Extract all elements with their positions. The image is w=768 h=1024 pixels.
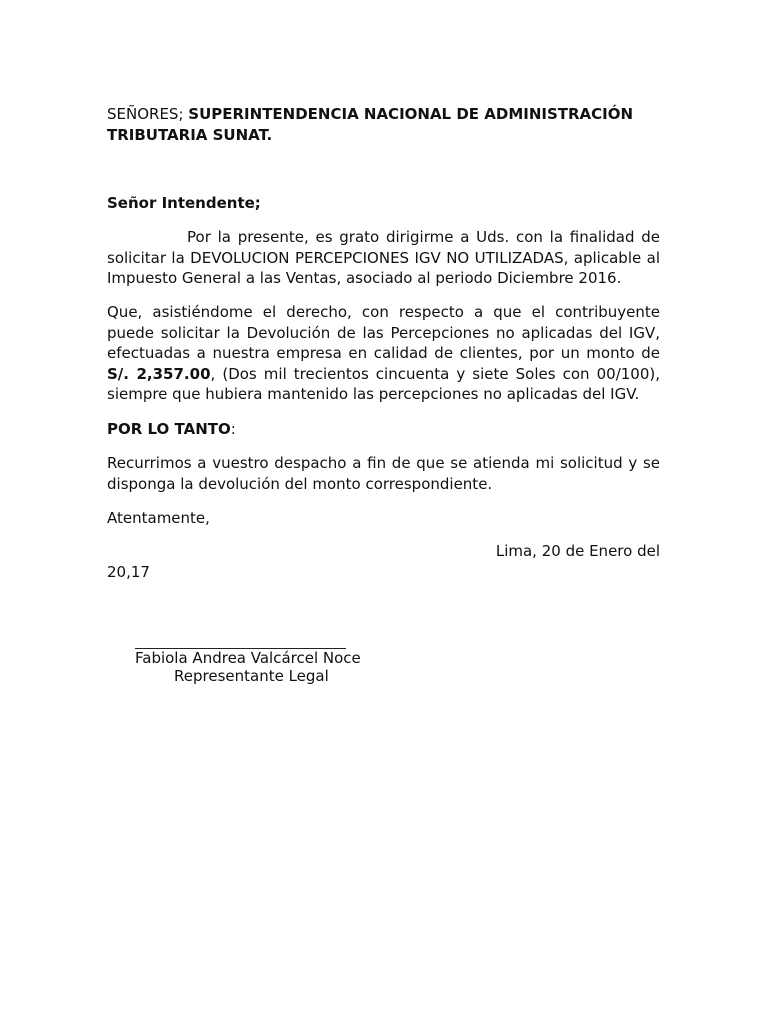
paragraph-amount-tail: , (Dos mil trecientos cincuenta y siete Soles con 00/100), siempre que hubiera mantenido las percepciones no aplicadas del IGV. (107, 364, 660, 403)
date-block (107, 541, 660, 582)
paragraph-amount (107, 302, 660, 405)
por-lo-tanto-label: POR LO TANTO (107, 420, 231, 438)
por-lo-tanto (107, 419, 660, 440)
date-line-1: Lima, 20 de Enero del (495, 542, 660, 560)
salutation: Señor Intendente; (107, 194, 261, 212)
addressee (107, 104, 660, 145)
addressee-prefix: SEÑORES; (107, 105, 189, 123)
paragraph-conclusion: Recurrimos a vuestro despacho a fin de que se atienda mi solicitud y se disponga la devolución del monto correspondiente. (107, 454, 660, 493)
refund-amount: S/. 2,357.00 (107, 364, 211, 383)
signatory-name: Fabiola Andrea Valcárcel Noce (135, 649, 361, 667)
paragraph-request-text: Por la presente, es grato dirigirme a Uds. con la finalidad de solicitar la DEVOLUCION PERCEPCIONES IGV NO UTILIZADAS, aplicable al Impuesto General a las Ventas, asociado al periodo Diciembre 2016. (107, 228, 660, 287)
addressee-institution: SUPERINTENDENCIA NACIONAL DE ADMINISTRACIÓN TRIBUTARIA SUNAT. (107, 105, 634, 144)
date-line-2: 20,17 (107, 562, 150, 581)
paragraph-amount-intro: Que, asistiéndome el derecho, con respecto a que el contribuyente puede solicitar la Devolución de las Percepciones no aplicadas del IGV, efectuadas a nuestra empresa en calidad de clientes, por un monto de (107, 303, 660, 362)
por-lo-tanto-colon: : (230, 420, 236, 438)
paragraph-request (107, 227, 660, 289)
closing: Atentamente, (107, 509, 210, 527)
signatory-role: Representante Legal (174, 667, 329, 685)
